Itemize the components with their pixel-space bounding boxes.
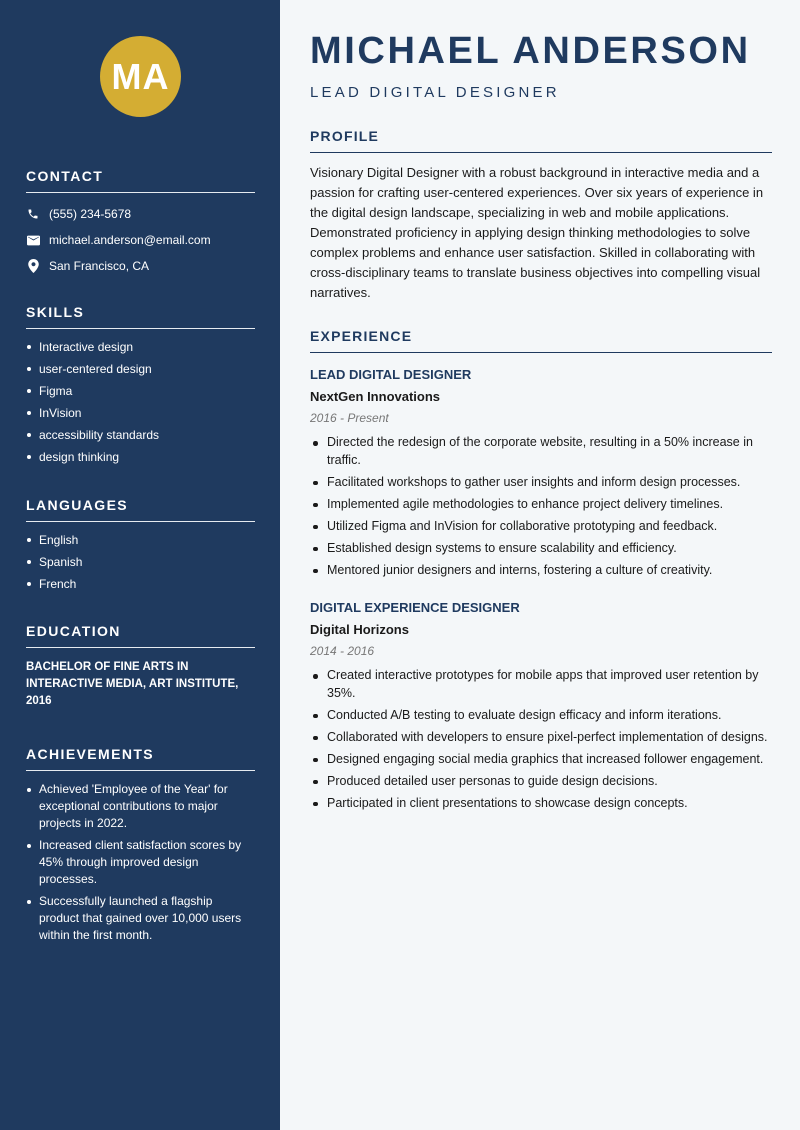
phone-text[interactable]: (555) 234-5678 — [49, 207, 132, 221]
achievements-heading: ACHIEVEMENTS — [26, 746, 255, 771]
languages-heading: LANGUAGES — [26, 497, 255, 522]
job-bullet: Conducted A/B testing to evaluate design efficacy and inform iterations. — [310, 707, 772, 725]
job-bullet: Mentored junior designers and interns, fostering a culture of creativity. — [310, 562, 772, 580]
job-bullet: Implemented agile methodologies to enhance project delivery timelines. — [310, 496, 772, 514]
job-bullet: Created interactive prototypes for mobile apps that improved user retention by 35%. — [310, 667, 772, 702]
job-entry — [310, 599, 772, 817]
skills-heading: SKILLS — [26, 304, 255, 329]
skills-list — [26, 339, 255, 465]
skill-item: design thinking — [26, 449, 255, 465]
education-degree: BACHELOR OF FINE ARTS IN INTERACTIVE MEDIA, ART INSTITUTE, 2016 — [26, 661, 239, 707]
achievement-item: Increased client satisfaction scores by 45% through improved design processes. — [26, 837, 255, 888]
job-company: NextGen Innovations — [310, 389, 441, 404]
avatar: MA — [100, 36, 181, 117]
location-pin-icon — [26, 259, 40, 273]
experience-heading: EXPERIENCE — [310, 328, 772, 353]
languages-list — [26, 532, 255, 592]
language-item: French — [26, 576, 255, 592]
job-bullet: Utilized Figma and InVision for collaborative prototyping and feedback. — [310, 518, 772, 536]
language-item: Spanish — [26, 554, 255, 570]
skill-item: InVision — [26, 405, 255, 421]
skill-item: Interactive design — [26, 339, 255, 355]
job-entry — [310, 366, 772, 584]
achievement-item: Successfully launched a flagship product that gained over 10,000 users within the first month. — [26, 893, 255, 944]
job-bullets — [310, 667, 772, 812]
job-bullet: Directed the redesign of the corporate website, resulting in a 50% increase in traffic. — [310, 434, 772, 469]
achievements-list — [26, 781, 255, 944]
language-item: English — [26, 532, 255, 548]
phone-icon — [26, 207, 40, 221]
job-dates: 2014 - 2016 — [310, 644, 375, 658]
job-bullets — [310, 434, 772, 579]
education-section — [26, 623, 255, 710]
job-bullet: Produced detailed user personas to guide design decisions. — [310, 773, 772, 791]
email-text[interactable]: michael.anderson@email.com — [49, 233, 211, 247]
contact-email — [26, 227, 255, 253]
job-bullet: Established design systems to ensure scalability and efficiency. — [310, 540, 772, 558]
skills-section — [26, 304, 255, 471]
job-company: Digital Horizons — [310, 622, 409, 637]
contact-section — [26, 168, 255, 279]
skill-item: accessibility standards — [26, 427, 255, 443]
candidate-name: MICHAEL ANDERSON — [310, 30, 751, 72]
job-bullet: Collaborated with developers to ensure pixel-perfect implementation of designs. — [310, 729, 772, 747]
contact-location — [26, 253, 255, 279]
achievement-item: Achieved 'Employee of the Year' for exceptional contributions to major projects in 2022. — [26, 781, 255, 832]
achievements-section — [26, 746, 255, 949]
profile-heading: PROFILE — [310, 128, 772, 153]
job-dates: 2016 - Present — [310, 411, 389, 425]
job-title: DIGITAL EXPERIENCE DESIGNER — [310, 600, 520, 615]
job-title: LEAD DIGITAL DESIGNER — [310, 367, 472, 382]
job-bullet: Designed engaging social media graphics that increased follower engagement. — [310, 751, 772, 769]
languages-section — [26, 497, 255, 598]
skill-item: user-centered design — [26, 361, 255, 377]
email-icon — [26, 233, 40, 247]
job-bullet: Facilitated workshops to gather user insights and inform design processes. — [310, 474, 772, 492]
candidate-title: LEAD DIGITAL DESIGNER — [310, 84, 560, 101]
education-heading: EDUCATION — [26, 623, 255, 648]
skill-item: Figma — [26, 383, 255, 399]
contact-heading: CONTACT — [26, 168, 255, 193]
location-text: San Francisco, CA — [49, 259, 150, 273]
profile-text: Visionary Digital Designer with a robust background in interactive media and a passion for crafting user-centered experiences. Over six years of experience in the digital design landscape, specializing in web and mobile applications. Demonstrated proficiency in applying design thinking methodologies to solve complex problems and enhance user satisfaction. Skilled in collaborating with cross-disciplinary teams to translate business objectives into compelling visual narratives. — [310, 165, 764, 300]
job-bullet: Participated in client presentations to showcase design concepts. — [310, 795, 772, 813]
sidebar — [0, 0, 280, 1130]
contact-phone — [26, 201, 255, 227]
